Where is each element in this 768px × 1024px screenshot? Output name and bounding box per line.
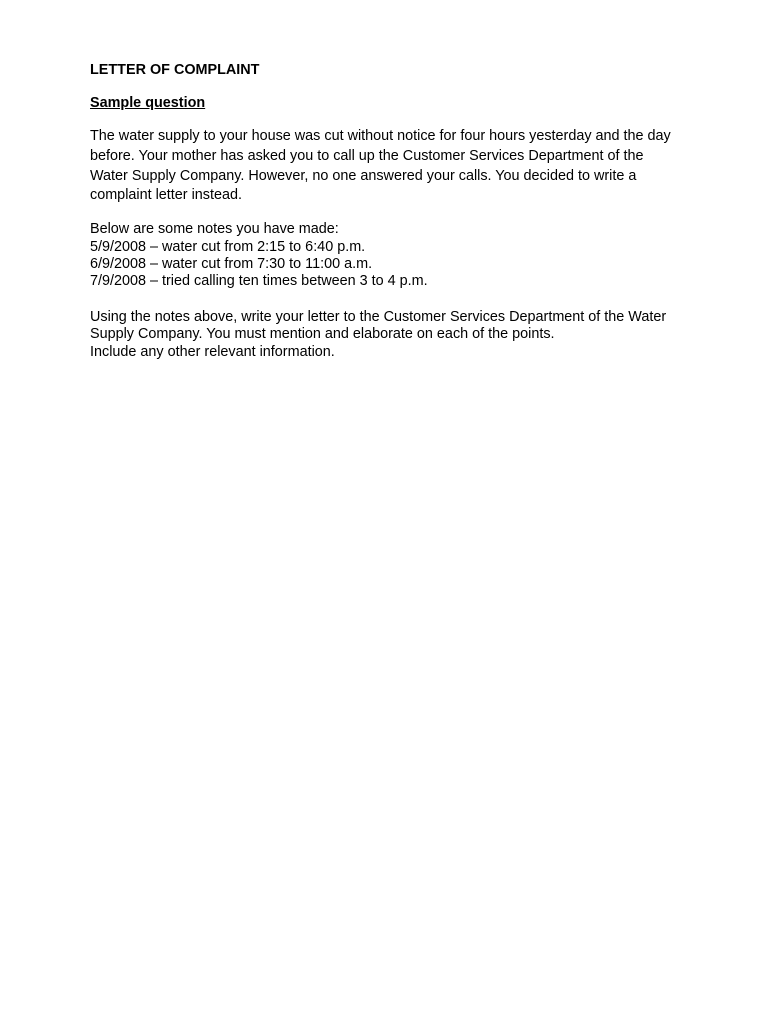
instruction-line: Supply Company. You must mention and elaborate on each of the points. (90, 326, 555, 343)
question-line: Water Supply Company. However, no one answered your calls. You decided to write a (90, 167, 637, 184)
document-title: LETTER OF COMPLAINT (90, 62, 260, 78)
question-paragraph (90, 127, 720, 206)
note-item: 7/9/2008 – tried calling ten times between 3 to 4 p.m. (90, 273, 428, 290)
notes-paragraph (90, 221, 720, 291)
question-line: complaint letter instead. (90, 187, 242, 204)
section-heading: Sample question (90, 95, 206, 111)
note-item: 5/9/2008 – water cut from 2:15 to 6:40 p.m. (90, 238, 366, 255)
instruction-line: Include any other relevant information. (90, 344, 335, 360)
notes-intro-line: Below are some notes you have made: (90, 221, 339, 238)
question-line: before. Your mother has asked you to call up the Customer Services Department of the (90, 147, 644, 164)
document-content (90, 61, 720, 362)
question-line: The water supply to your house was cut without notice for four hours yesterday and the day (90, 128, 671, 144)
instructions-paragraph (90, 309, 720, 362)
note-item: 6/9/2008 – water cut from 7:30 to 11:00 a.m. (90, 256, 373, 272)
instruction-line: Using the notes above, write your letter to the Customer Services Department of the Water (90, 308, 667, 325)
